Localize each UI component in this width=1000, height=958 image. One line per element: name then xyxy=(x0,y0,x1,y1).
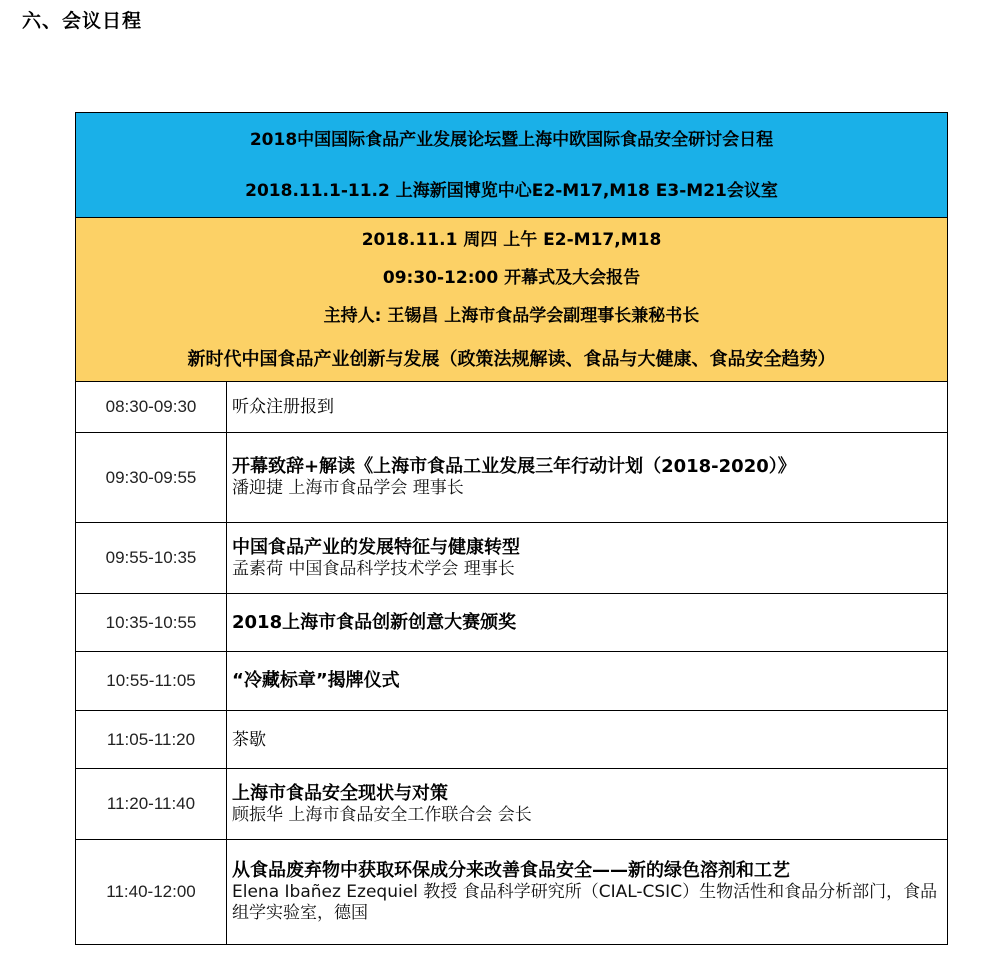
time-cell: 09:55-10:35 xyxy=(76,523,227,594)
venue-line: 2018.11.1-11.2 上海新国博览中心E2-M17,M18 E3-M21会议室 xyxy=(245,180,778,201)
schedule-title: 2018中国国际食品产业发展论坛暨上海中欧国际食品安全研讨会日程 xyxy=(249,129,774,150)
item-cell xyxy=(227,840,948,945)
session-row xyxy=(76,218,948,382)
item-title: 中国食品产业的发展特征与健康转型 xyxy=(232,536,520,558)
table-row xyxy=(76,652,948,711)
session-host: 主持人: 王锡昌 上海市食品学会副理事长兼秘书长 xyxy=(323,305,700,326)
item-cell xyxy=(227,594,948,652)
session-cell xyxy=(76,218,948,382)
table-row xyxy=(76,769,948,840)
item-cell xyxy=(227,652,948,711)
session-date: 2018.11.1 周四 上午 E2-M17,M18 xyxy=(361,229,662,250)
item-speaker: 顾振华 上海市食品安全工作联合会 会长 xyxy=(232,804,532,825)
schedule-table xyxy=(75,112,948,945)
item-cell xyxy=(227,382,948,433)
item-cell xyxy=(227,711,948,769)
item-speaker: Elena Ibañez Ezequiel 教授 食品科学研究所（CIAL-CSIC）生物活性和食品分析部门，食品组学实验室，德国 xyxy=(232,882,938,923)
header-row xyxy=(76,113,948,218)
item-title: 开幕致辞+解读《上海市食品工业发展三年行动计划（2018-2020）》 xyxy=(232,456,796,477)
item-text: 听众注册报到 xyxy=(232,397,334,417)
table-row xyxy=(76,523,948,594)
header-cell xyxy=(76,113,948,218)
item-title: 从食品废弃物中获取环保成分来改善食品安全——新的绿色溶剂和工艺 xyxy=(232,860,790,881)
item-cell xyxy=(227,523,948,594)
item-cell xyxy=(227,433,948,523)
table-row xyxy=(76,382,948,433)
time-cell: 11:40-12:00 xyxy=(76,840,227,945)
section-heading: 六、会议日程 xyxy=(22,10,143,32)
session-time-title: 09:30-12:00 开幕式及大会报告 xyxy=(382,267,641,288)
session-theme: 新时代中国食品产业创新与发展（政策法规解读、食品与大健康、食品安全趋势） xyxy=(187,348,836,370)
table-row xyxy=(76,594,948,652)
time-cell: 08:30-09:30 xyxy=(76,382,227,433)
item-title: 上海市食品安全现状与对策 xyxy=(232,782,448,804)
time-cell: 11:20-11:40 xyxy=(76,769,227,840)
table-row xyxy=(76,433,948,523)
time-cell: 10:35-10:55 xyxy=(76,594,227,652)
item-text: 茶歇 xyxy=(232,729,266,750)
item-title: “冷藏标章”揭牌仪式 xyxy=(232,670,400,691)
item-speaker: 孟素荷 中国食品科学技术学会 理事长 xyxy=(232,558,515,579)
item-speaker: 潘迎捷 上海市食品学会 理事长 xyxy=(232,478,464,498)
item-cell xyxy=(227,769,948,840)
time-cell: 10:55-11:05 xyxy=(76,652,227,711)
time-cell: 09:30-09:55 xyxy=(76,433,227,523)
time-cell: 11:05-11:20 xyxy=(76,711,227,769)
table-row xyxy=(76,840,948,945)
item-title: 2018上海市食品创新创意大赛颁奖 xyxy=(232,611,517,633)
table-row xyxy=(76,711,948,769)
